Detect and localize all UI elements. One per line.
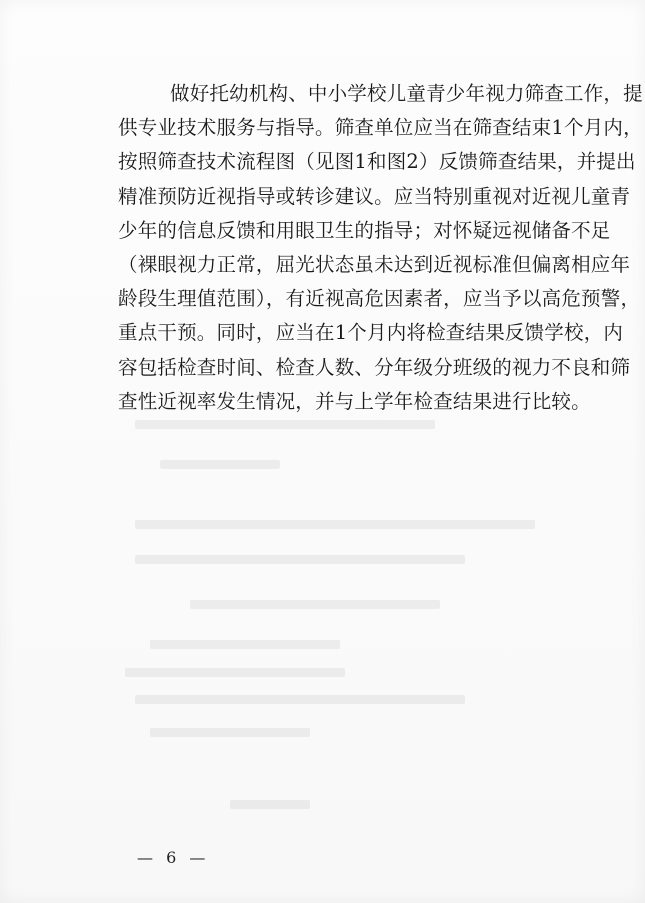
- text-line: 容包括检查时间、检查人数、分年级分班级的视力不良和筛: [118, 355, 631, 379]
- text-line: 供专业技术服务与指导。筛查单位应当在筛查结束1个月内，: [118, 116, 643, 140]
- bleed-through-mark: [190, 600, 440, 609]
- text-line: 重点干预。同时，应当在1个月内将检查结果反馈学校，内: [118, 321, 624, 345]
- bleed-through-mark: [160, 460, 280, 469]
- text-line: 按照筛查技术流程图（见图1和图2）反馈筛查结果，并提出: [118, 150, 636, 174]
- bleed-through-mark: [150, 640, 340, 649]
- text-line: 查性近视率发生情况，并与上学年检查结果进行比较。: [118, 389, 591, 413]
- text-line: 做好托幼机构、中小学校儿童青少年视力筛查工作，提: [170, 82, 643, 105]
- bleed-through-mark: [135, 420, 435, 429]
- bleed-through-mark: [230, 800, 310, 809]
- text-line: 龄段生理值范围），有近视高危因素者，应当予以高危预警，: [118, 287, 641, 311]
- text-line: （裸眼视力正常，屈光状态虽未达到近视标准但偏离相应年: [118, 252, 631, 276]
- text-line: 少年的信息反馈和用眼卫生的指导；对怀疑远视储备不足: [118, 218, 611, 242]
- page-number: — 6 —: [137, 848, 210, 867]
- bleed-through-mark: [135, 695, 465, 704]
- bleed-through-mark: [135, 520, 535, 529]
- text-line: 精准预防近视指导或转诊建议。应当特别重视对近视儿童青: [118, 184, 631, 208]
- bleed-through-mark: [125, 668, 345, 677]
- bleed-through-mark: [150, 728, 310, 737]
- bleed-through-mark: [135, 555, 465, 564]
- body-paragraph: [118, 77, 643, 419]
